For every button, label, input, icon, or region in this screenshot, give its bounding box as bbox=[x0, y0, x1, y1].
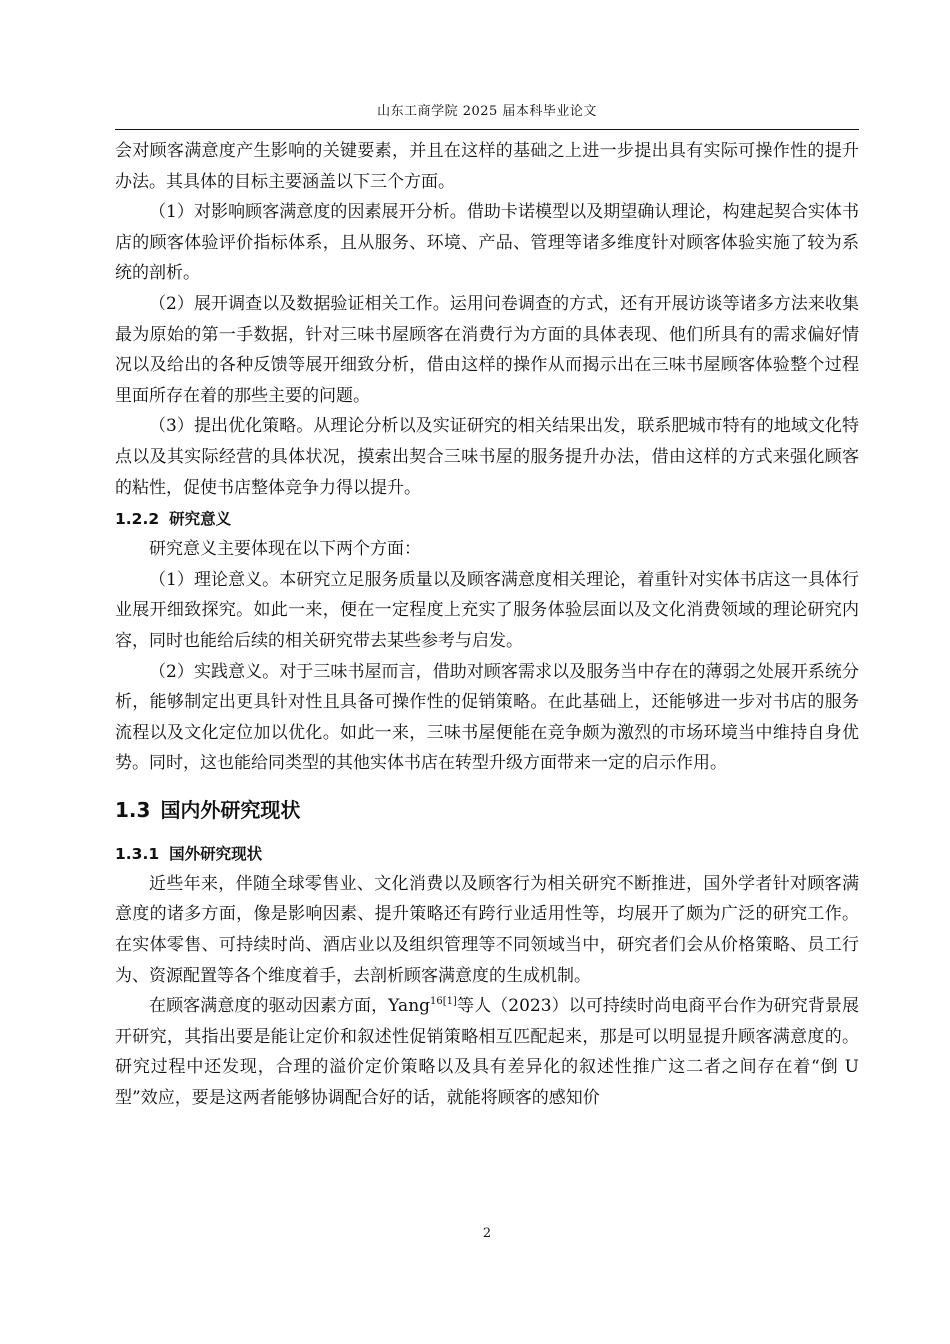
citation-superscript: 16[1] bbox=[430, 996, 457, 1008]
paragraph-text: 在顾客满意度的驱动因素方面，Yang bbox=[149, 996, 431, 1017]
body-paragraph: （2）展开调查以及数据验证相关工作。运用问卷调查的方式，还有开展访谈等诸多方法来收集最为原始的第一手数据，针对三味书屋顾客在消费行为方面的具体表现、他们所具有的需求偏好情况以及给出的各种反馈等展开细致分析，借由这样的操作从而揭示出在三味书屋顾客体验整个过程里面所存在着的那些主要的问题。 bbox=[115, 293, 859, 406]
body-paragraph: 研究意义主要体现在以下两个方面： bbox=[149, 539, 421, 560]
header-rule bbox=[115, 129, 859, 130]
section-heading-1-3 bbox=[115, 795, 859, 825]
page-body bbox=[115, 136, 859, 1114]
body-paragraph: （2）实践意义。对于三味书屋而言，借助对顾客需求以及服务当中存在的薄弱之处展开系统分析，能够制定出更具针对性且具备可操作性的促销策略。在此基础上，还能够进一步对书店的服务流程以及文化定位加以优化。如此一来，三味书屋便能在竞争颇为激烈的市场环境当中维持自身优势。同时，这也能给同类型的其他实体书店在转型升级方面带来一定的启示作用。 bbox=[115, 661, 859, 774]
heading-title: 国内外研究现状 bbox=[160, 797, 301, 822]
body-paragraph: 会对顾客满意度产生影响的关键要素，并且在这样的基础之上进一步提出具有实际可操作性的提升办法。其具体的目标主要涵盖以下三个方面。 bbox=[115, 141, 859, 192]
heading-number: 1.2.2 bbox=[115, 510, 160, 529]
section-heading-1-2-2 bbox=[115, 506, 859, 532]
heading-number: 1.3.1 bbox=[115, 844, 160, 863]
body-paragraph: （1）理论意义。本研究立足服务质量以及顾客满意度相关理论，着重针对实体书店这一具体行业展开细致探究。如此一来，便在一定程度上充实了服务体验层面以及文化消费领域的理论研究内容，同时也能给后续的相关研究带去某些参考与启发。 bbox=[115, 569, 859, 651]
paragraph-text: 等人（2023）以可持续时尚电商平台作为研究背景展开研究，其指出要是能让定价和叙述性促销策略相互匹配起来，那是可以明显提升顾客满意度的。研究过程中还发现，合理的溢价定价策略以及具有差异化的叙述性推广这二者之间存在着“倒 U 型”效应，要是这两者能够协调配合好的话，就能将顾客的感知价 bbox=[115, 996, 859, 1109]
heading-number: 1.3 bbox=[115, 797, 151, 822]
body-paragraph: （3）提出优化策略。从理论分析以及实证研究的相关结果出发，联系肥城市特有的地域文化特点以及其实际经营的具体状况，摸索出契合三味书屋的服务提升办法，借由这样的方式来强化顾客的粘性，促使书店整体竞争力得以提升。 bbox=[115, 416, 859, 498]
heading-title: 研究意义 bbox=[169, 510, 232, 529]
section-heading-1-3-1 bbox=[115, 841, 859, 867]
body-paragraph: 近些年来，伴随全球零售业、文化消费以及顾客行为相关研究不断推进，国外学者针对顾客满意度的诸多方面，像是影响因素、提升策略还有跨行业适用性等，均展开了颇为广泛的研究工作。在实体零售、可持续时尚、酒店业以及组织管理等不同领域当中，研究者们会从价格策略、员工行为、资源配置等各个维度着手，去剖析顾客满意度的生成机制。 bbox=[115, 873, 859, 986]
running-header: 山东工商学院 2025 届本科毕业论文 bbox=[377, 104, 597, 119]
page-number: 2 bbox=[482, 1226, 492, 1241]
body-paragraph-citation bbox=[115, 991, 859, 1113]
heading-title: 国外研究现状 bbox=[169, 844, 263, 863]
body-paragraph: （1）对影响顾客满意度的因素展开分析。借助卡诺模型以及期望确认理论，构建起契合实体书店的顾客体验评价指标体系，且从服务、环境、产品、管理等诸多维度针对顾客体验实施了较为系统的剖析。 bbox=[115, 202, 859, 284]
